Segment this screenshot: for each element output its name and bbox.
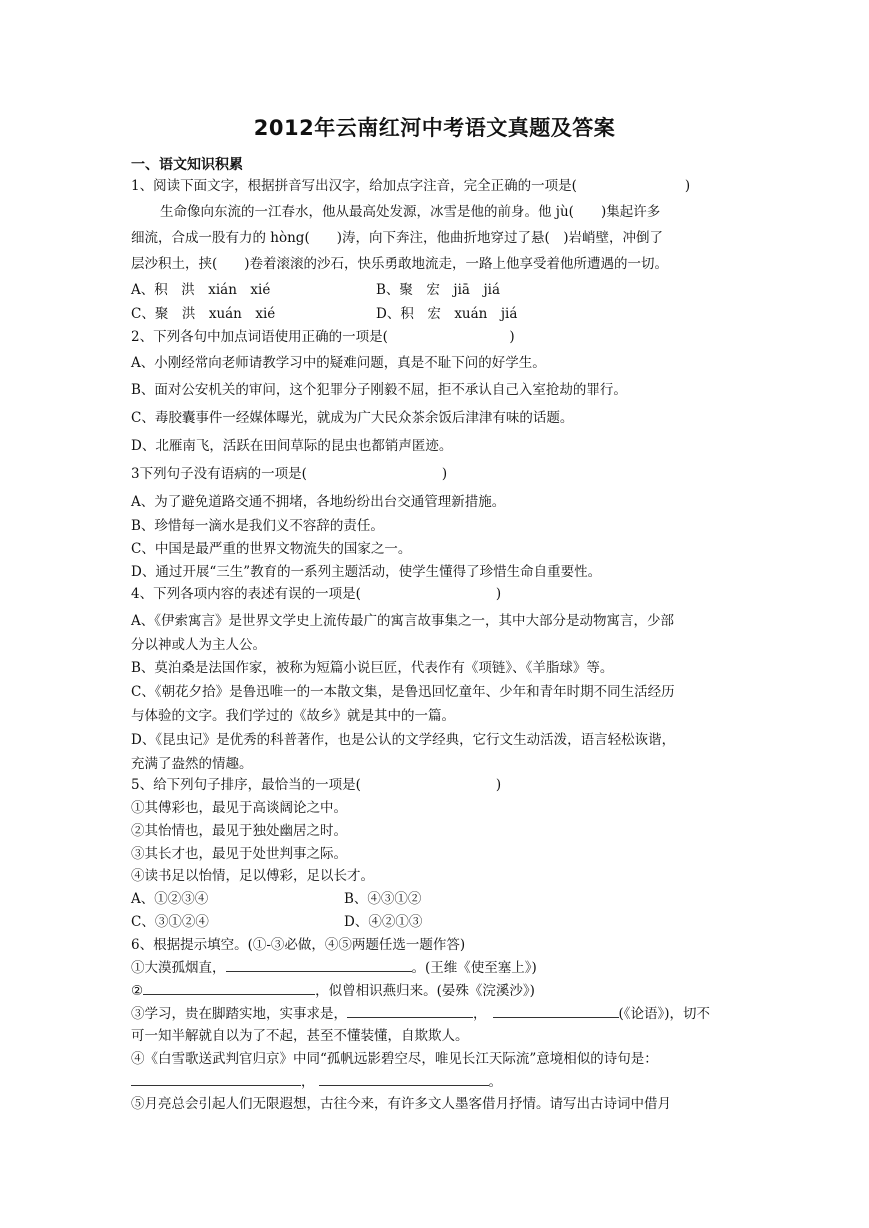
q4-option-c-line-2: 与体验的文字。我们学过的《故乡》就是其中的一篇。 bbox=[131, 708, 455, 724]
q5-option-a: A、①②③④ bbox=[131, 891, 209, 907]
fill-blank[interactable] bbox=[493, 1005, 619, 1018]
q4-option-a-line-2: 分以神或人为主人公。 bbox=[131, 637, 266, 653]
q3-option-d: D、通过开展“三生”教育的一系列主题活动，使学生懂得了珍惜生命自重要性。 bbox=[131, 564, 602, 580]
fill-blank[interactable] bbox=[226, 959, 412, 972]
q4-stem: 4、下列各项内容的表述有误的一项是( ) bbox=[131, 586, 502, 602]
q6-item-1 bbox=[131, 959, 537, 976]
fill-blank[interactable] bbox=[319, 1073, 489, 1086]
q1-option-a: A、积 洪 xián xié bbox=[131, 282, 271, 298]
q3-option-c: C、中国是最严重的世界文物流失的国家之一。 bbox=[131, 541, 412, 557]
q2-option-b: B、面对公安机关的审问，这个犯罪分子刚毅不屈，拒不承认自己入室抢劫的罪行。 bbox=[131, 382, 627, 398]
q6-item-2-suffix: ，似曾相识燕归来。(晏殊《浣溪沙》) bbox=[315, 983, 535, 999]
q3-option-b: B、珍惜每一滴水是我们义不容辞的责任。 bbox=[131, 518, 384, 534]
q5-sentence-1: ①其傅彩也，最见于高谈阔论之中。 bbox=[131, 800, 347, 816]
q5-sentence-2: ②其怡情也，最见于独处幽居之时。 bbox=[131, 823, 347, 839]
q6-item-3-prefix: ③学习，贵在脚踏实地，实事求是， bbox=[131, 1006, 347, 1022]
q5-stem: 5、给下列句子排序，最恰当的一项是( ) bbox=[131, 777, 502, 793]
q2-option-a: A、小刚经常向老师请教学习中的疑难问题，真是不耻下问的好学生。 bbox=[131, 355, 546, 371]
q1-stem: 1、阅读下面文字，根据拼音写出汉字，给加点字注音，完全正确的一项是( ) bbox=[131, 178, 691, 194]
q4-option-d-line-2: 充满了盎然的情趣。 bbox=[131, 756, 253, 772]
q2-stem: 2、下列各句中加点词语使用正确的一项是( ) bbox=[131, 329, 515, 345]
q5-option-d: D、④②①③ bbox=[344, 914, 423, 930]
q5-option-b: B、④③①② bbox=[344, 891, 422, 907]
q3-option-a: A、为了避免道路交通不拥堵，各地纷纷出台交通管理新措施。 bbox=[131, 494, 506, 510]
q4-option-b: B、莫泊桑是法国作家，被称为短篇小说巨匠，代表作有《项链》、《羊脂球》等。 bbox=[131, 660, 614, 676]
q6-item-2-prefix: ② bbox=[131, 983, 144, 999]
q6-item-2 bbox=[131, 982, 535, 999]
q6-item-3-separator: ， bbox=[473, 1006, 487, 1022]
q6-item-4-answer bbox=[131, 1073, 502, 1090]
q6-item-5: ⑤月亮总会引起人们无限遐想，古往今来，有许多文人墨客借月抒情。请写出古诗词中借月 bbox=[131, 1096, 671, 1112]
q4-option-c-line-1: C、《朝花夕拾》是鲁迅唯一的一本散文集，是鲁迅回忆童年、少年和青年时期不同生活经历 bbox=[131, 684, 675, 700]
q5-sentence-4: ④读书足以怡情，足以傅彩，足以长才。 bbox=[131, 868, 374, 884]
q6-item-4: ④《白雪歌送武判官归京》中同“孤帆远影碧空尽，唯见长江天际流”意境相似的诗句是： bbox=[131, 1051, 658, 1067]
q6-item-3 bbox=[131, 1005, 710, 1022]
q1-passage-line-1: 生命像向东流的一江春水，他从最高处发源，冰雪是他的前身。他 jù( )集起许多 bbox=[160, 204, 661, 220]
fill-blank[interactable] bbox=[143, 982, 315, 995]
q1-passage-line-2: 细流，合成一股有力的 hòng( )涛，向下奔注，他曲折地穿过了悬( )岩峭壁，冲倒了 bbox=[131, 230, 664, 246]
q6-item-1-suffix: 。(王维《使至塞上》) bbox=[411, 960, 537, 976]
q5-sentence-3: ③其长才也，最见于处世判事之际。 bbox=[131, 846, 347, 862]
fill-blank[interactable] bbox=[131, 1073, 301, 1086]
q1-passage-line-3: 层沙积土，挟( )卷着滚滚的沙石，快乐勇敢地流走，一路上他享受着他所遭遇的一切。 bbox=[131, 256, 669, 272]
q2-option-c: C、毒胶囊事件一经媒体曝光，就成为广大民众茶余饭后津津有味的话题。 bbox=[131, 410, 574, 426]
q6-item-3-continued: 可一知半解就自以为了不起，甚至不懂装懂，自欺欺人。 bbox=[131, 1028, 469, 1044]
document-title: 2012年云南红河中考语文真题及答案 bbox=[253, 116, 616, 140]
q5-option-c: C、③①②④ bbox=[131, 914, 209, 930]
q4-option-a-line-1: A、《伊索寓言》是世界文学史上流传最广的寓言故事集之一，其中大部分是动物寓言，少部 bbox=[131, 613, 674, 629]
q4-option-d-line-1: D、《昆虫记》是优秀的科普著作，也是公认的文学经典，它行文生动活泼，语言轻松诙谐， bbox=[131, 732, 676, 748]
q6-item-4-end: 。 bbox=[488, 1074, 502, 1090]
q6-item-1-prefix: ①大漠孤烟直， bbox=[131, 960, 226, 976]
q3-stem: 3下列句子没有语病的一项是( ) bbox=[131, 466, 448, 482]
fill-blank[interactable] bbox=[347, 1005, 473, 1018]
q1-option-c: C、聚 洪 xuán xié bbox=[131, 306, 276, 322]
q6-stem: 6、根据提示填空。(①-③必做，④⑤两题任选一题作答) bbox=[131, 937, 466, 953]
q6-item-4-separator: ， bbox=[301, 1074, 315, 1090]
q1-option-b: B、聚 宏 jiā jiá bbox=[376, 282, 501, 298]
q2-option-d: D、北雁南飞，活跃在田间草际的昆虫也都销声匿迹。 bbox=[131, 438, 453, 454]
q1-option-d: D、积 宏 xuán jiá bbox=[376, 306, 518, 322]
section-heading: 一、语文知识积累 bbox=[131, 157, 243, 173]
q6-item-3-suffix: (《论语》)，切不 bbox=[618, 1006, 711, 1022]
